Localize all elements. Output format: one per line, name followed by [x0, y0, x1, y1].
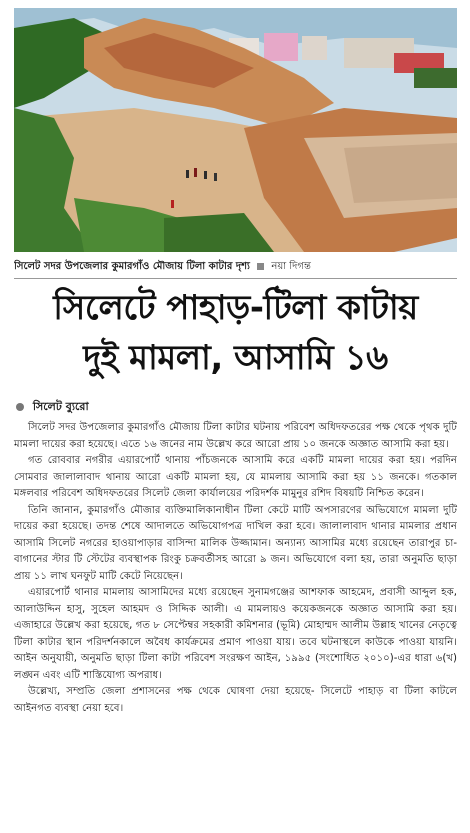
paragraph: উল্লেখ্য, সম্প্রতি জেলা প্রশাসনের পক্ষ থেকে ঘোষণা দেয়া হয়েছে- সিলেটে পাহাড় বা টিলা কাটলে আইনগত ব্যবস্থা নেয়া হবে। — [14, 686, 457, 714]
paragraph: এয়ারপোর্ট থানার মামলায় আসামিদের মধ্যে রয়েছেন সুনামগঞ্জের আশফাক আহমেদ, প্রবাসী আব্দুল হক, আলাউদ্দিন হাসু, সুহেল আহমদ ও সিদ্দিক আলী। এ মামলায়ও কয়েকজনকে অজ্ঞাত আসামি করা হয়। এজাহারে উল্লেখ করা হয়েছে, গত ৮ সেপ্টেম্বর সহকারী কমিশনার (ভূমি) মোহাম্মদ আলীম উল্লাহ খানের নেতৃত্বে টিলা কাটার স্থান পরিদর্শনকালে অবৈধ কার্যক্রমের প্রমাণ পাওয়া যায়। তবে ঘটনাস্থলে কাউকে পাওয়া যায়নি। আইন অনুযায়ী, অনুমতি ছাড়া টিলা কাটা পরিবেশ সংরক্ষণ আইন, ১৯৯৫ (সংশোধিত ২০১০)-এর ধারা ৬(খ) লঙ্ঘন এবং এটি শাস্তিযোগ্য অপরাধ। — [14, 587, 457, 681]
byline — [16, 398, 89, 416]
caption-text: সিলেট সদর উপজেলার কুমারগাঁও মৌজায় টিলা কাটার দৃশ্য — [14, 261, 250, 272]
photo-caption — [14, 258, 457, 276]
article-body — [14, 420, 457, 717]
paragraph: গত রোববার নগরীর এয়ারপোর্ট থানায় পাঁচজনকে আসামি করে একটি মামলা দায়ের করা হয়। পরদিন সোমবার জালালাবাদ থানায় আরো একটি মামলা হয়, যে মামলায় আসামি করা হয় ১১ জনকে। গতকাল মঙ্গলবার পরিবেশ অধিদফতরের সিলেট জেলা কার্যালয়ের পরিদর্শক মামুনুর রশিদ বিষয়টি নিশ্চিত করেন। — [14, 455, 457, 499]
headline-line-2: দুই মামলা, আসামি ১৬ — [83, 338, 388, 378]
bullet-icon — [16, 403, 24, 411]
square-bullet-icon — [257, 263, 264, 270]
caption-divider — [14, 278, 457, 279]
byline-text: সিলেট ব্যুরো — [32, 400, 89, 413]
photo-illustration — [14, 8, 457, 252]
caption-credit: নয়া দিগন্ত — [271, 261, 311, 272]
paragraph: তিনি জানান, কুমারগাঁও মৌজার ব্যক্তিমালিকানাধীন টিলা কেটে মাটি অপসারণের অভিযোগে মামলা দুটি দায়ের করা হয়েছে। তদন্ত শেষে আদালতে অভিযোগপত্র দাখিল করা হবে। জালালাবাদ থানার মামলার প্রধান আসামি সিলেট নগরের হাওয়াপাড়ার বাসিন্দা মালিক উজ্জামান। অন্যান্য আসামির মধ্যে রয়েছেন তারাপুর চা-বাগানের স্টার টি স্টেটের ব্যবস্থাপক রিংকু চক্রবর্তীসহ আরো ৯ জন। অভিযোগে বলা হয়, তারা অনুমতি ছাড়া প্রায় ১১ লাখ ঘনফুট মাটি কেটে নিয়েছেন। — [14, 504, 457, 582]
headline-line-1: সিলেটে পাহাড়-টিলা কাটায় — [53, 288, 418, 328]
headline — [14, 283, 457, 383]
hill-cutting-photo — [14, 8, 457, 252]
paragraph: সিলেট সদর উপজেলার কুমারগাঁও মৌজায় টিলা কাটার ঘটনায় পরিবেশ অধিদফতরের পক্ষ থেকে পৃথক দুটি মামলা দায়ের করা হয়েছে। এতে ১৬ জনের নাম উল্লেখ করে আরো প্রায় ১০ জনকে অজ্ঞাত আসামি করা হয়। — [14, 422, 457, 450]
